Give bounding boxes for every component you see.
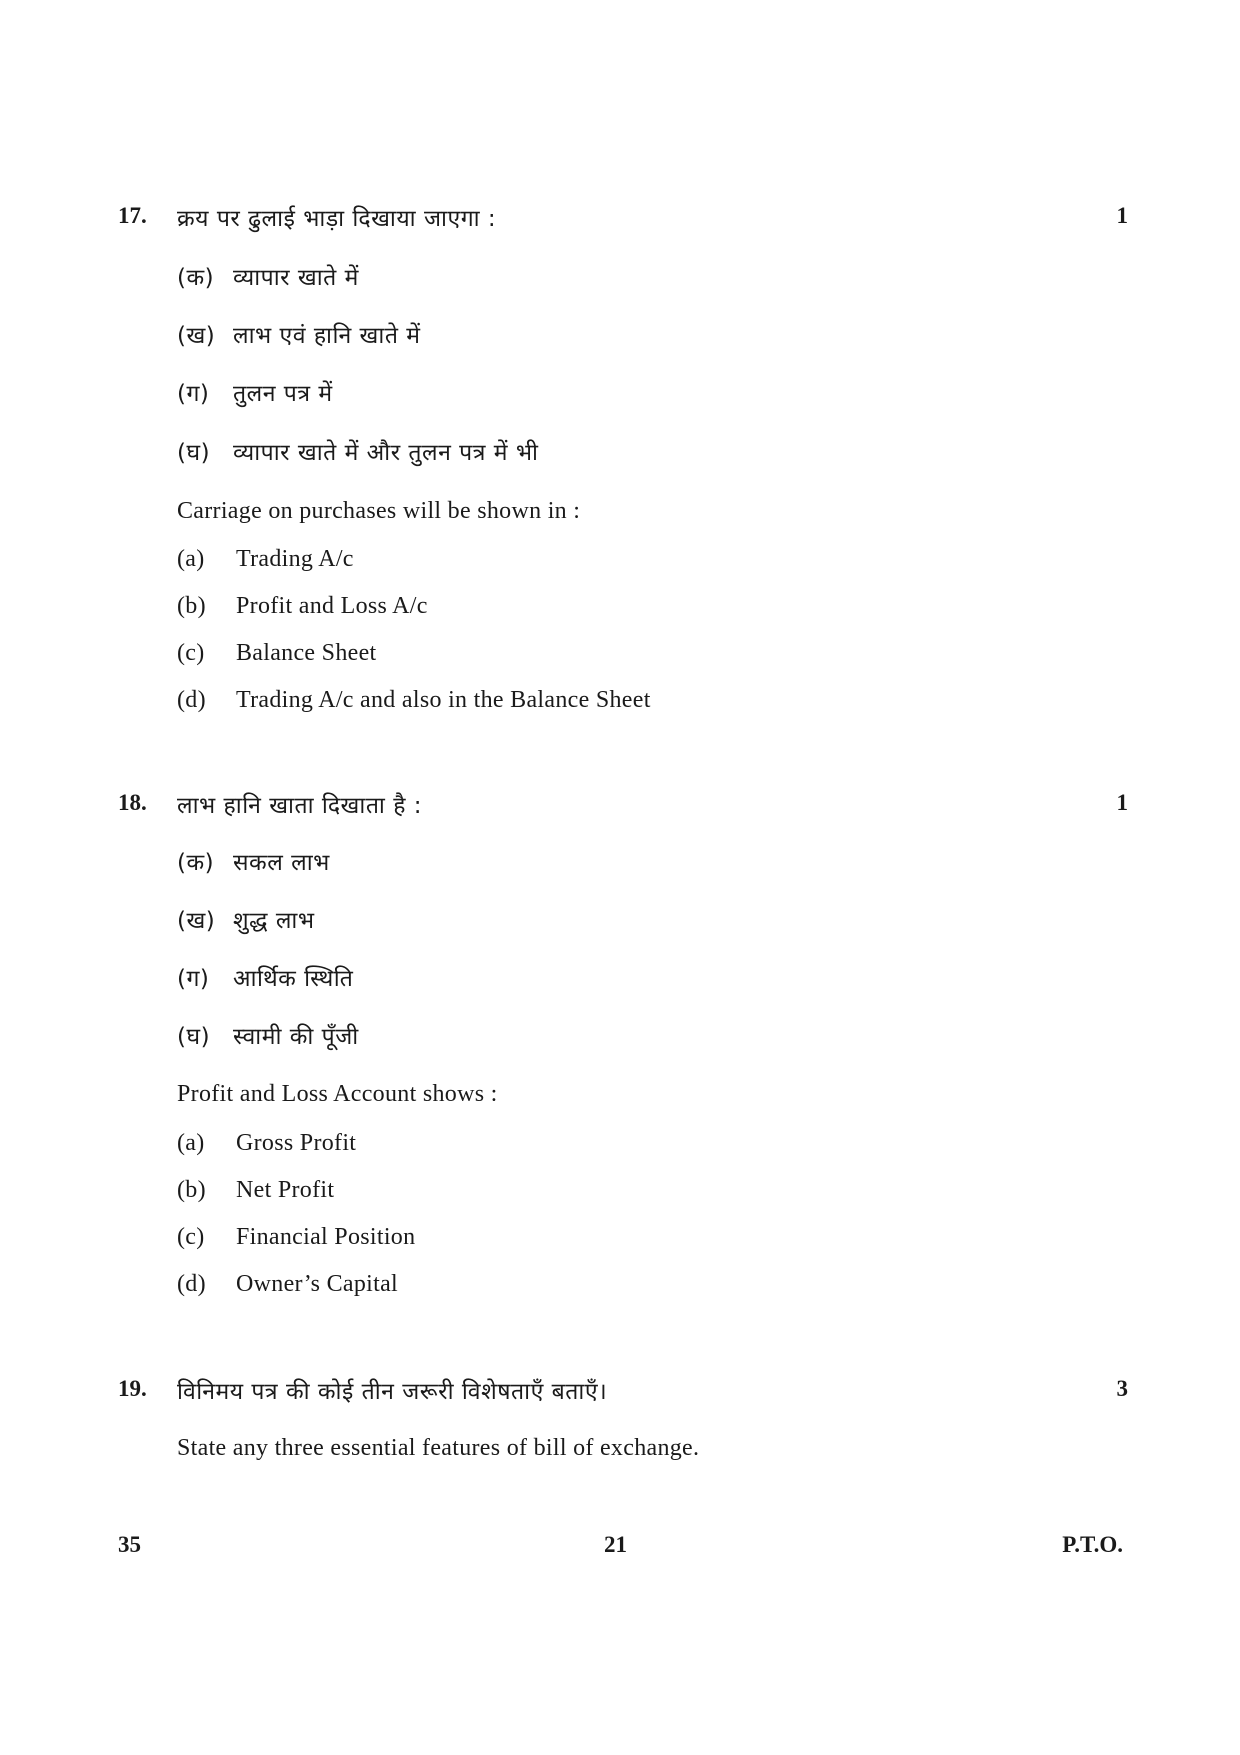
option-label: (घ) [177, 1024, 211, 1050]
question-number: 18. [118, 790, 147, 815]
question-19-header [118, 1376, 1128, 1416]
option-text: शुद्ध लाभ [233, 908, 315, 934]
option-label: (c) [177, 640, 205, 666]
paper-code: 35 [118, 1532, 141, 1557]
question-17-header [118, 203, 1128, 243]
question-18-header [118, 790, 1128, 830]
hindi-option [177, 318, 421, 350]
option-text: सकल लाभ [233, 850, 330, 876]
option-text: लाभ एवं हानि खाते में [233, 323, 421, 349]
english-option [177, 546, 354, 573]
option-label: (b) [177, 593, 206, 619]
question-number: 17. [118, 203, 147, 228]
hindi-option [177, 845, 330, 877]
page-number: 21 [604, 1532, 627, 1557]
option-label: (घ) [177, 440, 211, 466]
option-text: Balance Sheet [236, 640, 377, 666]
option-label: (ग) [177, 381, 210, 407]
question-text-english: State any three essential features of bill of exchange. [177, 1435, 700, 1461]
option-text: Financial Position [236, 1224, 416, 1250]
option-text: Gross Profit [236, 1130, 357, 1156]
option-text: Profit and Loss A/c [236, 593, 428, 619]
option-label: (क) [177, 850, 215, 876]
option-label: (b) [177, 1177, 206, 1203]
please-turn-over: P.T.O. [1062, 1532, 1123, 1557]
option-text: स्वामी की पूँजी [233, 1024, 359, 1050]
option-label: (a) [177, 1130, 205, 1156]
option-text: तुलन पत्र में [233, 381, 333, 407]
option-label: (ख) [177, 908, 216, 934]
option-text: आर्थिक स्थिति [233, 966, 354, 992]
hindi-option [177, 260, 359, 292]
hindi-option [177, 903, 315, 935]
question-text-hindi: लाभ हानि खाता दिखाता है : [177, 793, 422, 819]
english-option [177, 1224, 415, 1251]
question-number: 19. [118, 1376, 147, 1401]
question-marks: 1 [1116, 203, 1128, 228]
option-label: (d) [177, 1271, 206, 1297]
english-option [177, 593, 428, 620]
question-text-hindi: विनिमय पत्र की कोई तीन जरूरी विशेषताएँ बताएँ। [177, 1379, 608, 1405]
hindi-option [177, 1019, 359, 1051]
option-text: Trading A/c and also in the Balance Sheet [236, 687, 651, 713]
hindi-option [177, 376, 333, 408]
option-text: Owner’s Capital [236, 1271, 399, 1297]
english-option [177, 640, 377, 667]
option-text: Trading A/c [236, 546, 354, 572]
option-label: (c) [177, 1224, 205, 1250]
english-option [177, 1130, 356, 1157]
option-label: (क) [177, 265, 215, 291]
option-text: व्यापार खाते में [233, 265, 359, 291]
english-option [177, 1177, 334, 1204]
option-text: Net Profit [236, 1177, 335, 1203]
english-option [177, 687, 651, 714]
option-label: (ख) [177, 323, 216, 349]
option-label: (d) [177, 687, 206, 713]
option-text: व्यापार खाते में और तुलन पत्र में भी [233, 440, 539, 466]
question-text-english: Profit and Loss Account shows : [177, 1081, 498, 1107]
english-option [177, 1271, 398, 1298]
question-text-english: Carriage on purchases will be shown in : [177, 498, 581, 524]
question-marks: 3 [1116, 1376, 1128, 1401]
option-label: (ग) [177, 966, 210, 992]
question-marks: 1 [1116, 790, 1128, 815]
hindi-option [177, 961, 353, 993]
question-text-hindi: क्रय पर ढुलाई भाड़ा दिखाया जाएगा : [177, 206, 497, 232]
hindi-option [177, 435, 538, 467]
option-label: (a) [177, 546, 205, 572]
